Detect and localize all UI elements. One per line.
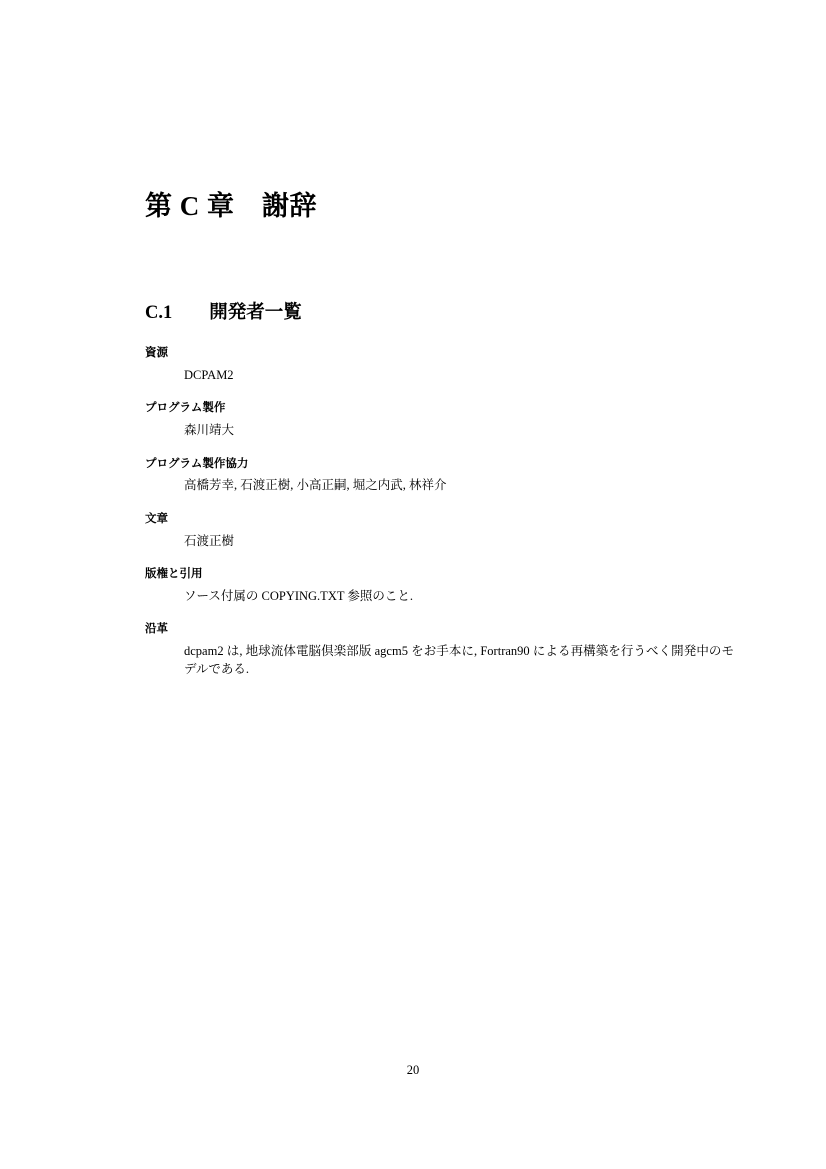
developer-list [145, 346, 735, 678]
list-item-definition: ソース付属の COPYING.TXT 参照のこと. [184, 588, 414, 603]
list-item-definition: 森川靖大 [184, 423, 235, 438]
list-item-term: プログラム製作協力 [145, 457, 249, 470]
list-item-term: 資源 [145, 347, 168, 360]
list-item-definition: dcpam2 は, 地球流体電脳倶楽部版 agcm5 をお手本に, Fortran90 による再構築を行うべく開発中のモデルである. [184, 643, 734, 676]
page-content [145, 0, 735, 678]
list-item-definition: DCPAM2 [184, 368, 234, 383]
list-item-definition: 高橋芳幸, 石渡正樹, 小高正嗣, 堀之内武, 林祥介 [184, 478, 447, 493]
list-item-term: 文章 [145, 512, 168, 525]
list-item-term: プログラム製作 [145, 402, 226, 415]
list-item-definition: 石渡正樹 [184, 533, 235, 548]
section-title-text: 開発者一覧 [209, 303, 302, 324]
page-number: 20 [406, 1063, 420, 1077]
section-number: C.1 [145, 303, 173, 324]
chapter-title: 第 C 章 謝辞 [145, 191, 317, 221]
list-item-term: 版権と引用 [145, 567, 203, 580]
section-heading [145, 298, 735, 324]
list-item-term: 沿革 [145, 622, 168, 635]
